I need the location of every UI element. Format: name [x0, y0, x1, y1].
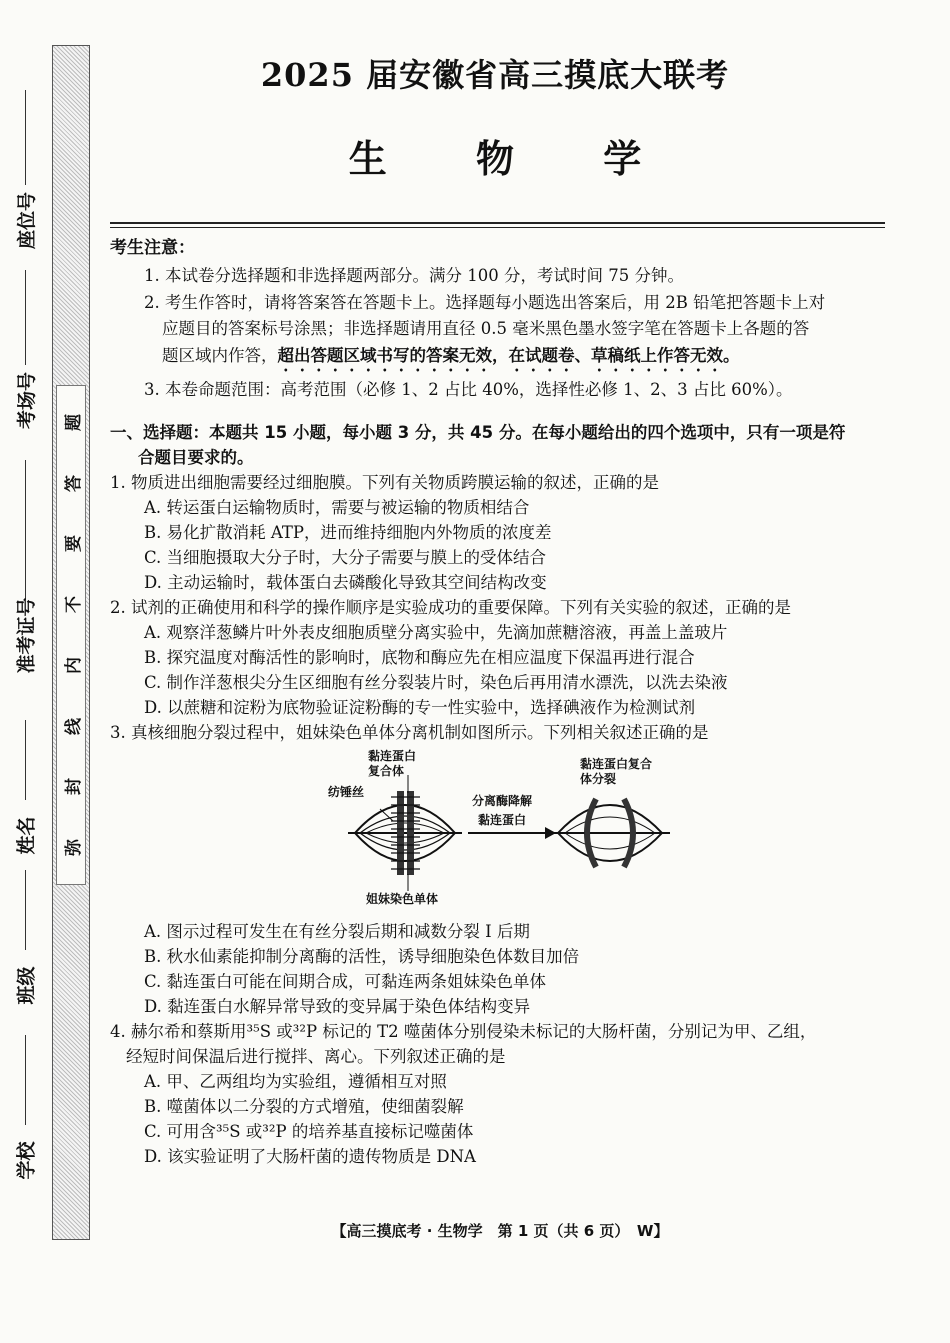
seat-number-label: 座位号 — [15, 191, 38, 250]
seal-notice-char: 题 — [63, 413, 84, 431]
notice-item-3: 3. 本卷命题范围：高考范围（必修 1、2 占比 40%，选择性必修 1、2、3 占比 60%）。 — [144, 380, 793, 399]
question-2-option-b: B. 探究温度对酶活性的影响时，底物和酶应先在相应温度下保温再进行混合 — [144, 648, 695, 667]
chromatid-separation-figure — [110, 749, 890, 909]
seal-notice-char: 线 — [63, 717, 84, 735]
header-rule-thin — [110, 227, 885, 228]
class-label: 班级 — [15, 966, 38, 1005]
question-3-option-b: B. 秋水仙素能抑制分离酶的活性，诱导细胞染色体数目加倍 — [144, 947, 580, 966]
notice-heading: 考生注意： — [110, 238, 195, 258]
name-label: 姓名 — [15, 816, 38, 855]
question-4-option-d: D. 该实验证明了大肠杆菌的遗传物质是 DNA — [144, 1147, 476, 1166]
question-4-stem: 4. 赫尔希和蔡斯用³⁵S 或³²P 标记的 T2 噬菌体分别侵染未标记的大肠杆菌，分别记为甲、乙组， 经短时间保温后进行搅拌、离心。下列叙述正确的是 — [110, 1022, 817, 1066]
sister-chromatid-label: 姐妹染色单体 — [366, 892, 439, 906]
question-4-option-a: A. 甲、乙两组均为实验组，遵循相互对照 — [144, 1072, 447, 1091]
chromatid-left — [397, 791, 404, 875]
seal-notice-char: 封 — [63, 778, 84, 796]
question-3-option-d: D. 黏连蛋白水解异常导致的变异属于染色体结构变异 — [144, 997, 531, 1016]
subject-title: 生 物 学 — [348, 136, 680, 181]
spindle-label: 纺锤丝 — [328, 785, 365, 799]
header-rule — [110, 222, 885, 224]
question-2-stem: 2. 试剂的正确使用和科学的操作顺序是实验成功的重要保障。下列有关实验的叙述，正确的是 — [110, 598, 791, 617]
seal-notice-char: 答 — [63, 474, 84, 492]
page-footer: 【高三摸底考 · 生物学 第 1 页（共 6 页） W】 — [331, 1222, 669, 1240]
admission-number-label: 准考证号 — [15, 597, 38, 674]
cell-after — [550, 799, 670, 867]
exam-room-field[interactable] — [10, 270, 40, 436]
question-4-option-b: B. 噬菌体以二分裂的方式增殖，使细菌裂解 — [144, 1097, 464, 1116]
seal-line-notice — [56, 385, 86, 885]
question-4-option-c: C. 可用含³⁵S 或³²P 的培养基直接标记噬菌体 — [144, 1122, 474, 1141]
arrow-label-top: 分离酶降解 — [472, 794, 533, 808]
cohesin-complex-label: 黏连蛋白 复合体 — [368, 749, 417, 778]
split-complex-label: 黏连蛋白复合 体分裂 — [580, 757, 653, 786]
question-1-option-c: C. 当细胞摄取大分子时，大分子需要与膜上的受体结合 — [144, 548, 547, 567]
seal-notice-char: 内 — [63, 656, 84, 674]
student-info-fields — [0, 80, 48, 1230]
notice-item-2: 2. 考生作答时，请将答案答在答题卡上。选择题每小题选出答案后，用 2B 铅笔把答题卡上对 应题目的答案标号涂黑；非选择题请用直径 0.5 毫米黑色墨水签字笔在答题卡上各题的答 题区域内作答，超出答题区域书写的答案无效，在试题卷、草稿纸上作答无效。 — [144, 293, 826, 365]
question-1-option-d: D. 主动运输时，载体蛋白去磷酸化导致其空间结构改变 — [144, 573, 547, 592]
arrow — [468, 827, 556, 839]
notice-emphasis: 超出答题区域书写的答案无效，在试题卷、草稿纸上作答无效。 — [277, 346, 740, 365]
seal-notice-char: 不 — [63, 596, 84, 614]
exam-title: 2025 届安徽省高三摸底大联考 — [260, 56, 730, 94]
seal-notice-char: 要 — [63, 535, 84, 553]
chromatid-right — [407, 791, 414, 875]
school-field[interactable] — [10, 1035, 40, 1196]
question-2-option-d: D. 以蔗糖和淀粉为底物验证淀粉酶的专一性实验中，选择碘液作为检测试剂 — [144, 698, 696, 717]
seat-number-field[interactable] — [10, 90, 40, 256]
exam-room-label: 考场号 — [15, 371, 38, 430]
question-3-option-a: A. 图示过程可发生在有丝分裂后期和减数分裂 Ⅰ 后期 — [144, 922, 530, 941]
question-2-option-c: C. 制作洋葱根尖分生区细胞有丝分裂装片时，染色后再用清水漂洗，以洗去染液 — [144, 673, 728, 692]
question-3-option-c: C. 黏连蛋白可能在间期合成，可黏连两条姐妹染色单体 — [144, 972, 547, 991]
arrow-label-bottom: 黏连蛋白 — [478, 813, 527, 827]
section-heading: 一、选择题：本题共 15 小题，每小题 3 分，共 45 分。在每小题给出的四个选项中，只有一项是符 合题目要求的。 — [110, 423, 846, 467]
question-1-stem: 1. 物质进出细胞需要经过细胞膜。下列有关物质跨膜运输的叙述，正确的是 — [110, 473, 659, 492]
school-label: 学校 — [15, 1141, 38, 1180]
exam-content — [110, 236, 890, 1169]
cell-before — [348, 775, 462, 891]
question-2-option-a: A. 观察洋葱鳞片叶外表皮细胞质壁分离实验中，先滴加蔗糖溶液，再盖上盖玻片 — [144, 623, 728, 642]
question-1-option-b: B. 易化扩散消耗 ATP，进而维持细胞内外物质的浓度差 — [144, 523, 552, 542]
cell-division-diagram — [110, 749, 890, 909]
question-1-option-a: A. 转运蛋白运输物质时，需要与被运输的物质相结合 — [144, 498, 530, 517]
class-field[interactable] — [10, 870, 40, 1021]
seal-notice-char: 弥 — [63, 839, 84, 857]
question-3-stem: 3. 真核细胞分裂过程中，姐妹染色单体分离机制如图所示。下列相关叙述正确的是 — [110, 723, 709, 742]
notice-item-1: 1. 本试卷分选择题和非选择题两部分。满分 100 分，考试时间 75 分钟。 — [144, 266, 684, 285]
name-field[interactable] — [10, 720, 40, 871]
admission-number-field[interactable] — [10, 460, 40, 674]
